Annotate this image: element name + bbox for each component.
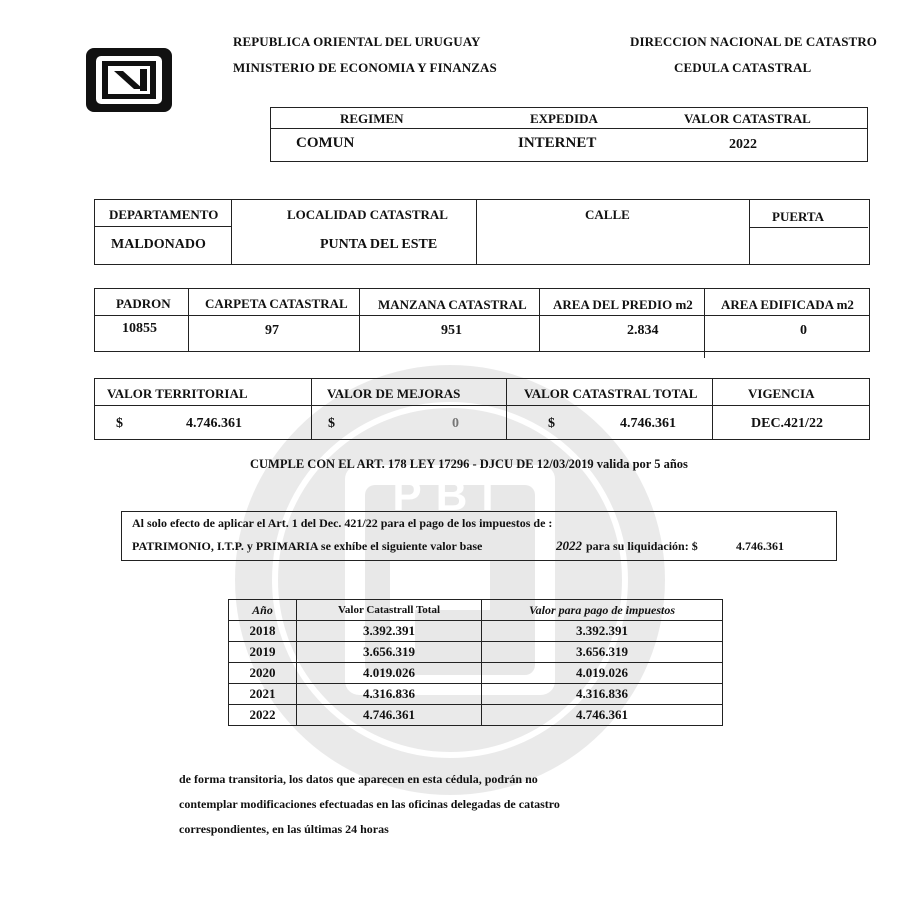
history-table — [228, 599, 723, 726]
header-ministry: MINISTERIO DE ECONOMIA Y FINANZAS — [233, 60, 497, 75]
row-valor-pago: 4.746.361 — [482, 705, 723, 726]
area-predio-value: 2.834 — [627, 323, 659, 338]
regimen-label: REGIMEN — [340, 111, 404, 126]
header-direction: DIRECCION NACIONAL DE CATASTRO — [630, 34, 878, 49]
footer-line2: contemplar modificaciones efectuadas en las oficinas delegadas de catastro — [179, 797, 560, 811]
header-valor-pago: Valor para pago de impuestos — [482, 600, 723, 621]
header-year: Año — [229, 600, 297, 621]
footer-line3: correspondientes, en las últimas 24 horas — [179, 822, 389, 836]
expedida-label: EXPEDIDA — [530, 111, 598, 126]
watermark-text: PBI — [392, 471, 508, 520]
table-row — [229, 642, 723, 663]
header-valor-total: Valor Catastrall Total — [297, 600, 482, 621]
localidad-value: PUNTA DEL ESTE — [320, 237, 438, 252]
currency-symbol: $ — [328, 416, 335, 431]
localidad-label: LOCALIDAD CATASTRAL — [287, 207, 448, 222]
valor-mejoras-label: VALOR DE MEJORAS — [327, 386, 461, 401]
padron-value: 10855 — [122, 321, 157, 336]
row-year: 2019 — [229, 642, 297, 663]
area-edificada-label: AREA EDIFICADA m2 — [721, 297, 854, 312]
valor-territorial-value: 4.746.361 — [186, 416, 242, 431]
padron-label: PADRON — [116, 296, 171, 311]
row-year: 2020 — [229, 663, 297, 684]
valor-catastral-year: 2022 — [729, 137, 757, 152]
table-row — [229, 663, 723, 684]
valor-catastral-label: VALOR CATASTRAL — [684, 111, 811, 126]
table-row — [229, 621, 723, 642]
row-year: 2022 — [229, 705, 297, 726]
row-valor-total: 4.019.026 — [297, 663, 482, 684]
valor-territorial-label: VALOR TERRITORIAL — [107, 386, 248, 401]
row-valor-pago: 3.656.319 — [482, 642, 723, 663]
manzana-label: MANZANA CATASTRAL — [378, 297, 527, 312]
row-valor-total: 3.392.391 — [297, 621, 482, 642]
valor-catastral-total-value: 4.746.361 — [620, 416, 676, 431]
currency-symbol: $ — [116, 416, 123, 431]
base-value-line1: Al solo efecto de aplicar el Art. 1 del Dec. 421/22 para el pago de los impuestos de : — [132, 516, 553, 530]
header-document-title: CEDULA CATASTRAL — [674, 60, 812, 75]
carpeta-label: CARPETA CATASTRAL — [205, 296, 348, 311]
row-year: 2021 — [229, 684, 297, 705]
currency-symbol: $ — [548, 416, 555, 431]
valor-mejoras-value: 0 — [452, 416, 459, 431]
row-valor-total: 4.316.836 — [297, 684, 482, 705]
table-row — [229, 684, 723, 705]
expedida-value: INTERNET — [518, 135, 597, 151]
row-valor-total: 4.746.361 — [297, 705, 482, 726]
row-valor-pago: 4.316.836 — [482, 684, 723, 705]
vigencia-value: DEC.421/22 — [751, 416, 823, 431]
table-row — [229, 705, 723, 726]
calle-label: CALLE — [585, 207, 630, 222]
catastro-logo-icon — [85, 47, 173, 113]
row-valor-pago: 3.392.391 — [482, 621, 723, 642]
table-header-row — [229, 600, 723, 621]
departamento-label: DEPARTAMENTO — [109, 207, 219, 222]
area-predio-label: AREA DEL PREDIO m2 — [553, 297, 693, 312]
carpeta-value: 97 — [265, 323, 279, 338]
cumple-statement: CUMPLE CON EL ART. 178 LEY 17296 - DJCU DE 12/03/2019 valida por 5 años — [250, 457, 688, 471]
base-value-amount: 4.746.361 — [736, 539, 784, 553]
header-country: REPUBLICA ORIENTAL DEL URUGUAY — [233, 34, 481, 49]
base-value-year: 2022 — [556, 538, 582, 553]
area-edificada-value: 0 — [800, 323, 807, 338]
base-value-line2-end: para su liquidación: $ — [586, 539, 698, 553]
footer-line1: de forma transitoria, los datos que aparecen en esta cédula, podrán no — [179, 772, 538, 786]
valor-catastral-total-label: VALOR CATASTRAL TOTAL — [524, 386, 698, 401]
departamento-value: MALDONADO — [111, 237, 206, 252]
row-year: 2018 — [229, 621, 297, 642]
base-value-line2: PATRIMONIO, I.T.P. y PRIMARIA se exhíbe el siguiente valor base — [132, 539, 483, 553]
row-valor-total: 3.656.319 — [297, 642, 482, 663]
vigencia-label: VIGENCIA — [748, 386, 815, 401]
row-valor-pago: 4.019.026 — [482, 663, 723, 684]
manzana-value: 951 — [441, 323, 462, 338]
regimen-value: COMUN — [296, 135, 355, 151]
puerta-label: PUERTA — [772, 209, 825, 224]
